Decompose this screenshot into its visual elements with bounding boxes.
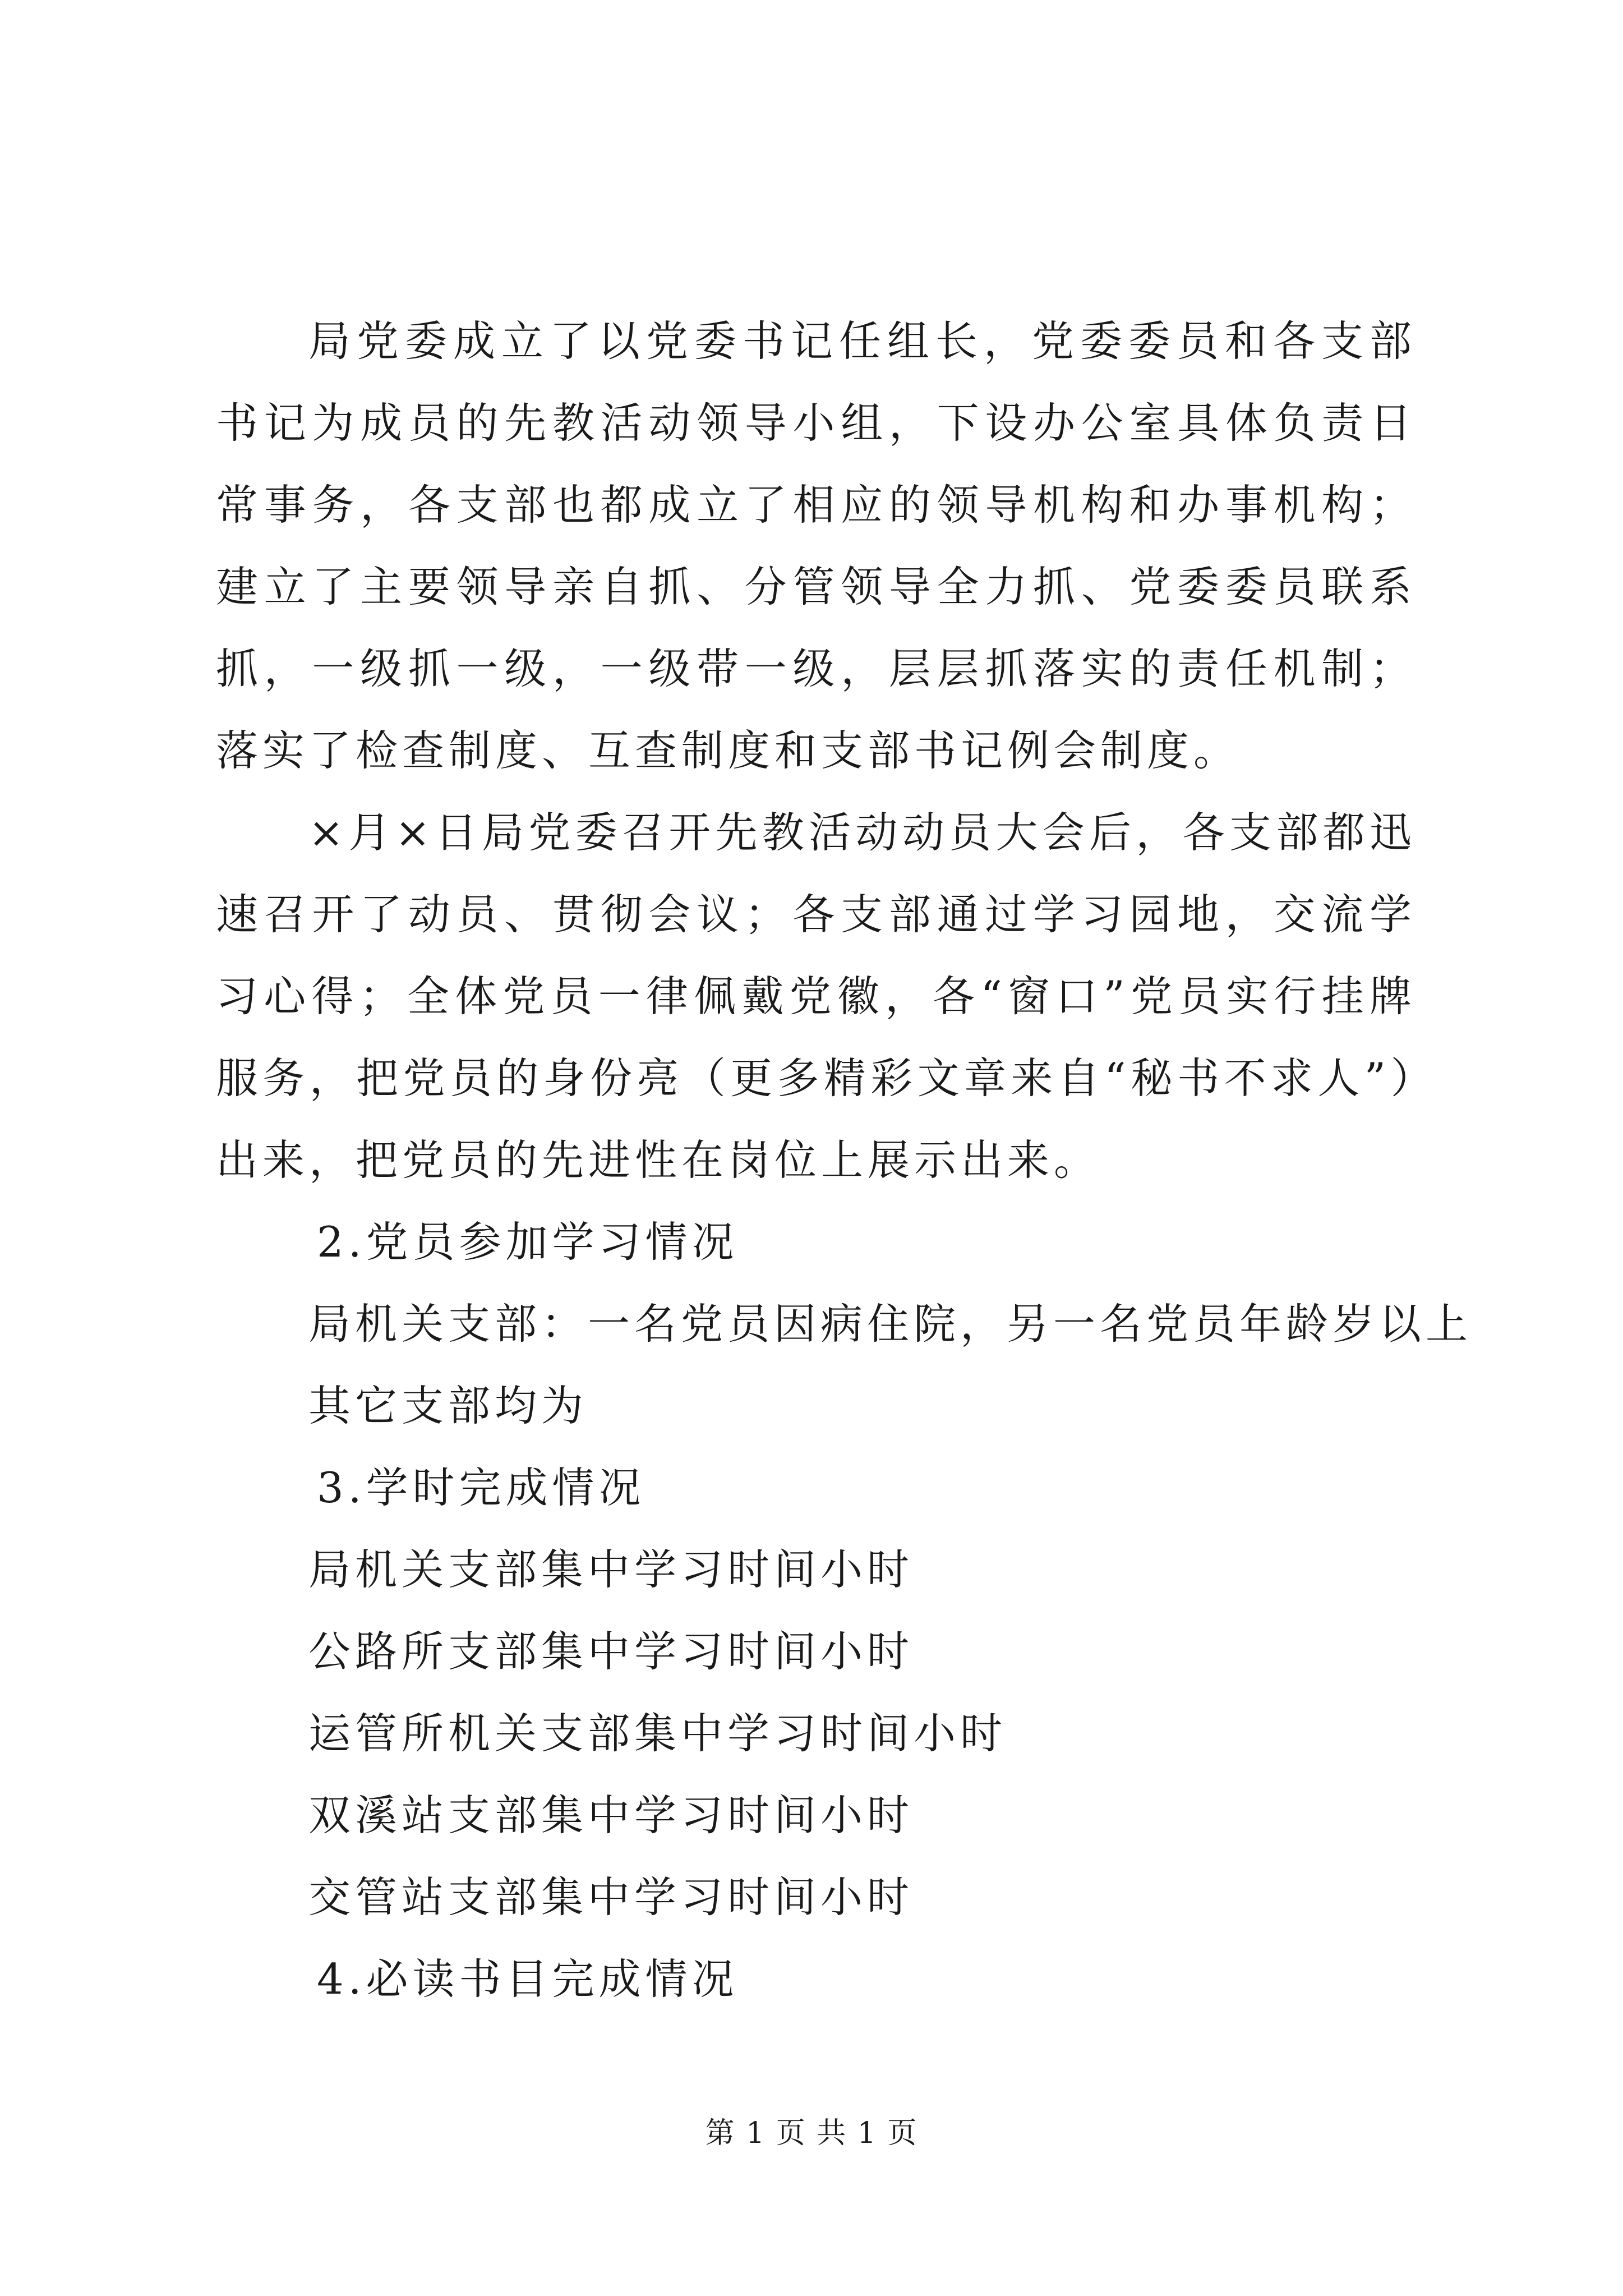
study-hours-line: 双溪站支部集中学习时间小时 [308,1791,914,1840]
paragraph-mobilization: ×月×日局党委召开先教活动动员大会后，各支部都迅速召开了动员、贯彻会议；各支部通过学习园地，交流学习心得；全体党员一律佩戴党徽，各“窗口”党员实行挂牌服务，把党员的身份亮（更多精彩文章来自“秘书不求人”）出来，把党员的先进性在岗位上展示出来。 [216,808,1416,1185]
section-heading-study-hours: 3.学时完成情况 [317,1463,645,1512]
paragraph-leadership: 局党委成立了以党委书记任组长，党委委员和各支部书记为成员的先教活动领导小组，下设办公室具体负责日常事务，各支部也都成立了相应的领导机构和办事机构；建立了主要领导亲自抓、分管领导全力抓、党委委员联系抓，一级抓一级，一级带一级，层层抓落实的责任机制；落实了检查制度、互查制度和支部书记例会制度。 [216,316,1416,775]
study-hours-line: 局机关支部集中学习时间小时 [308,1545,914,1594]
section-heading-reading: 4.必读书目完成情况 [317,1954,739,2004]
study-hours-line: 交管站支部集中学习时间小时 [308,1872,914,1922]
document-body [216,300,1473,2020]
study-hours-line: 公路所支部集中学习时间小时 [308,1627,914,1676]
study-hours-line: 运管所机关支部集中学习时间小时 [308,1709,1007,1758]
page-number-footer: 第 1 页 共 1 页 [705,2116,918,2150]
section-heading-attendance: 2.党员参加学习情况 [317,1217,739,1267]
attendance-line: 其它支部均为 [308,1381,588,1430]
attendance-line: 局机关支部：一名党员因病住院，另一名党员年龄岁以上 [308,1299,1473,1349]
